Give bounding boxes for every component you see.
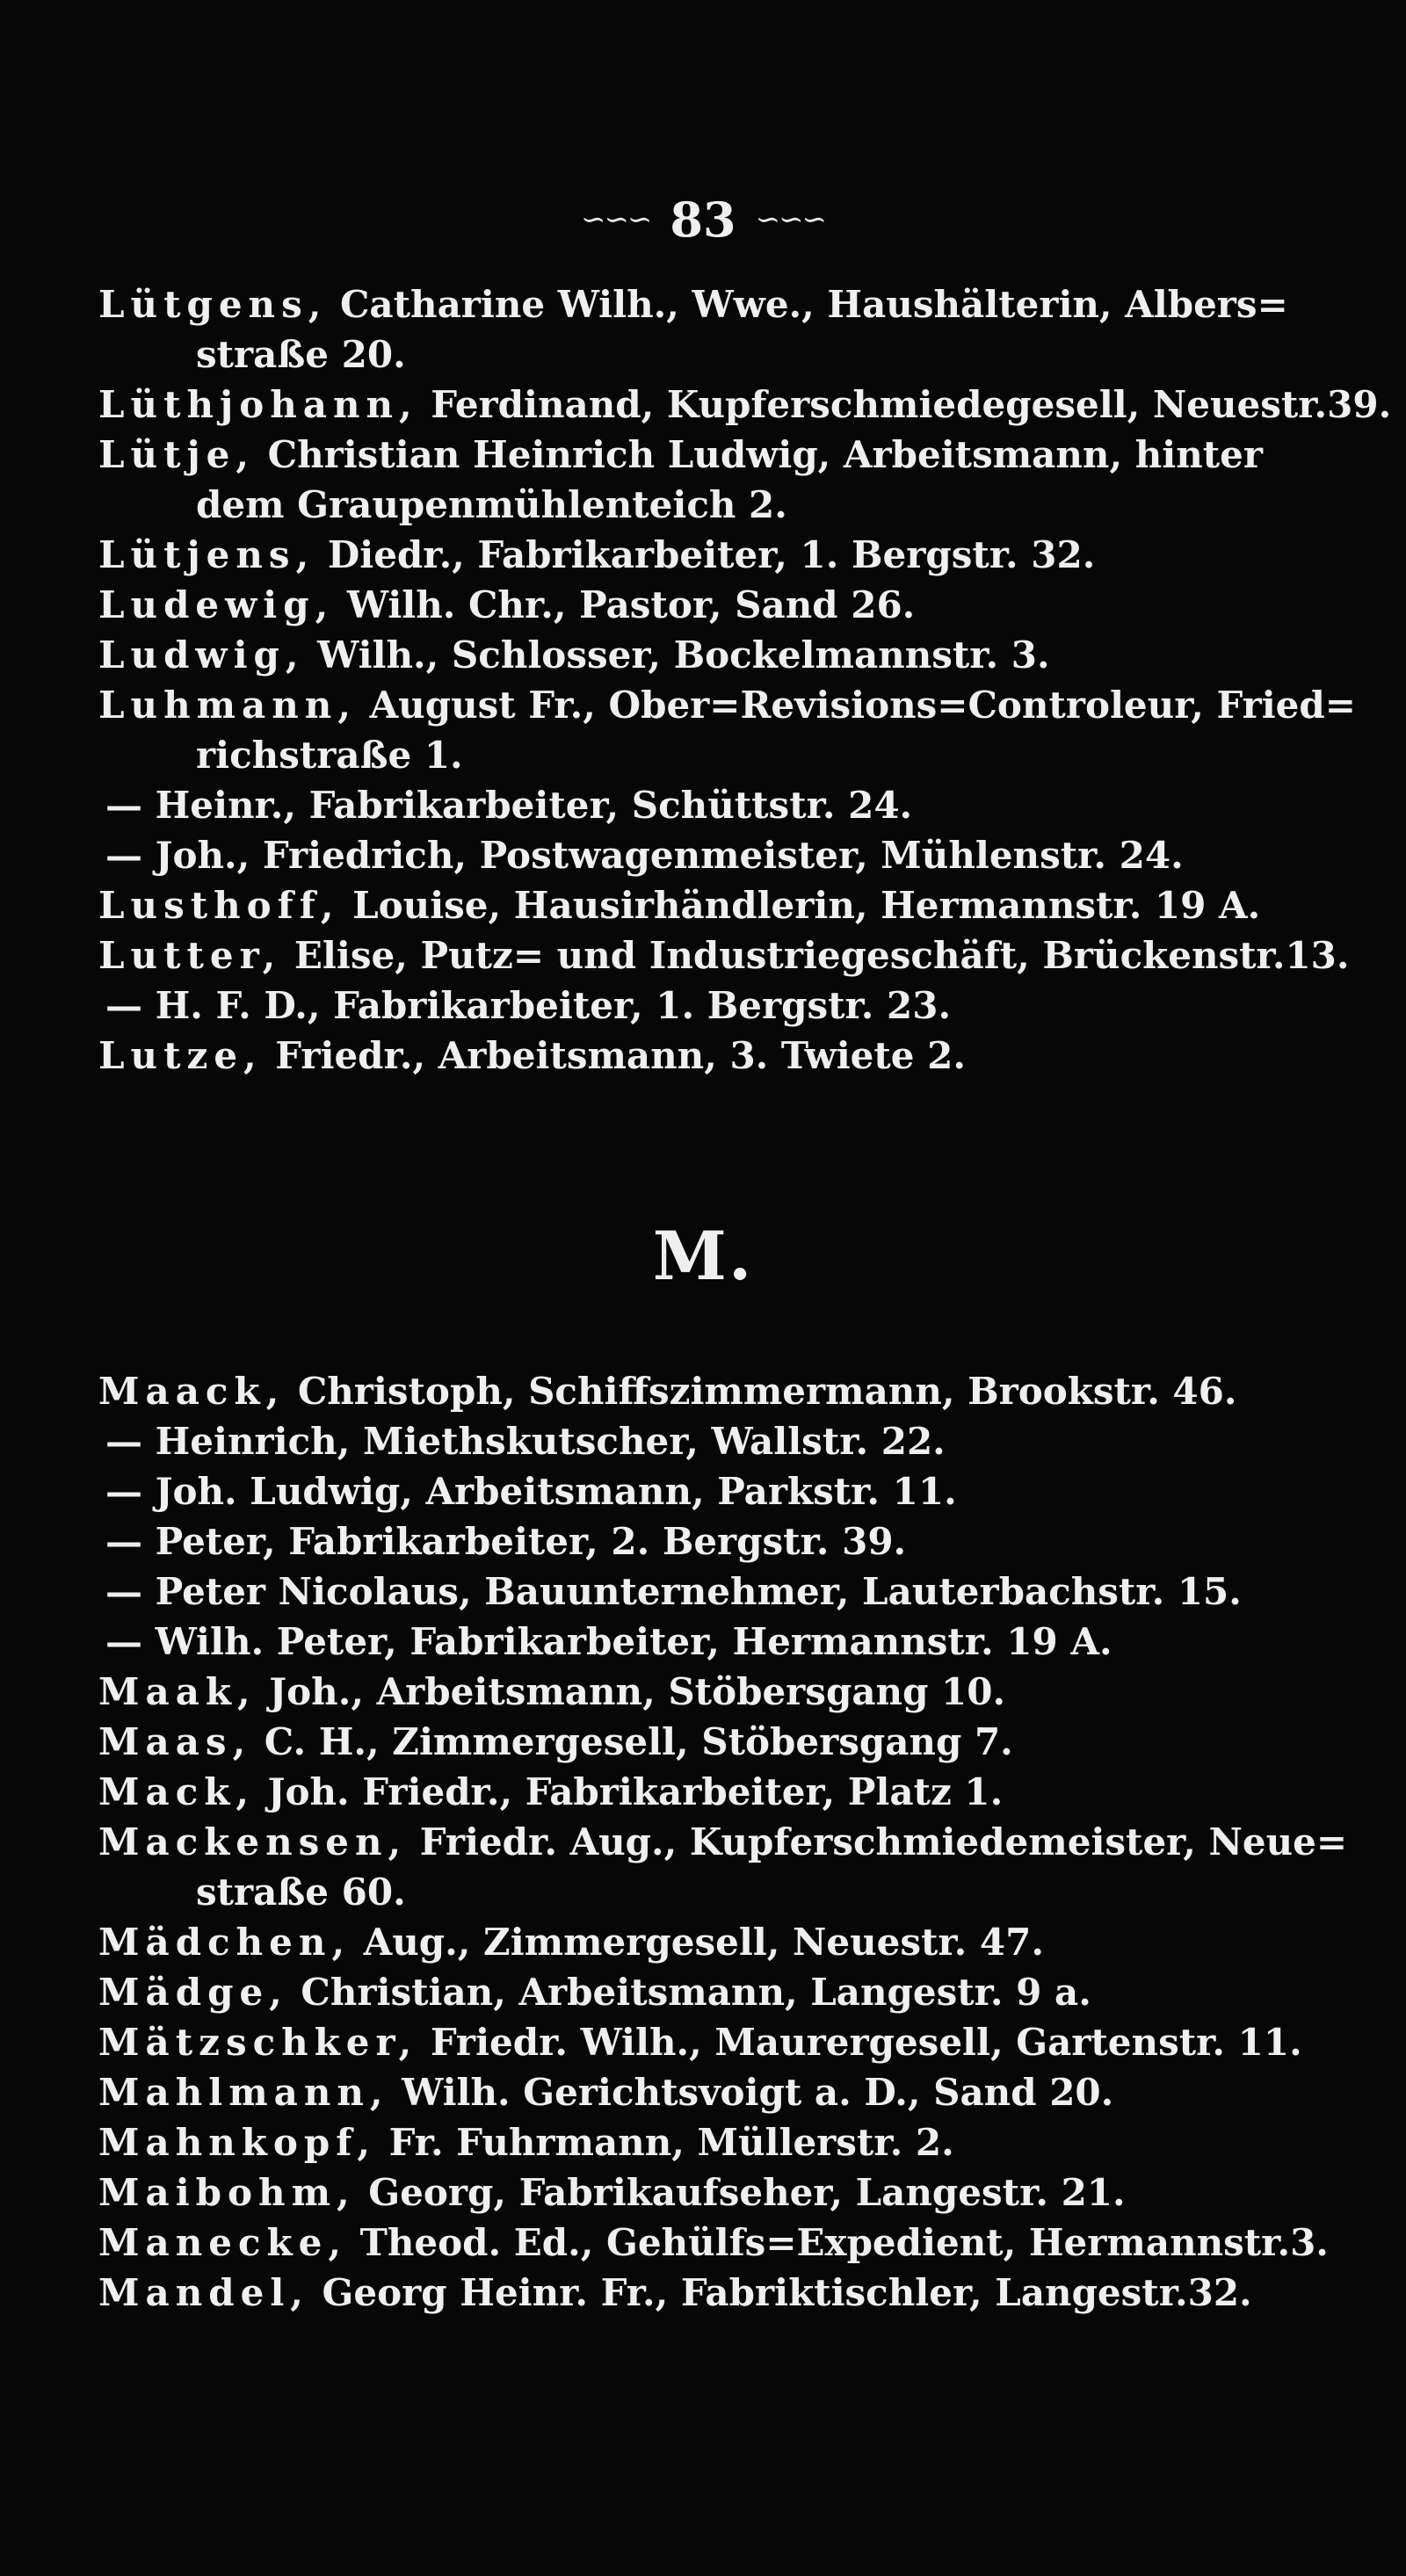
entry-surname: Ludwig, (98, 633, 305, 677)
directory-entry (98, 279, 1288, 329)
entry-details: August Fr., Ober=Revisions=Controleur, Fried= (356, 684, 1356, 727)
entry-details: Joh., Arbeitsmann, Stöbersgang 10. (256, 1670, 1006, 1713)
directory-entry (98, 2017, 1302, 2067)
entry-surname: Manecke, (98, 2221, 347, 2264)
entry-details: Christoph, Schiffszimmermann, Brookstr. 46. (285, 1370, 1237, 1413)
ornament-right-icon: ∽∽∽ (755, 202, 826, 237)
directory-entry (98, 2067, 1223, 2117)
directory-entry (98, 1031, 1223, 1081)
directory-entry (98, 930, 1350, 980)
entry-surname: Mätzschker, (98, 2021, 418, 2064)
entry-surname: Lusthoff, (98, 884, 340, 927)
entry-details: Georg, Fabrikaufseher, Langestr. 21. (355, 2171, 1126, 2214)
directory-entry (98, 1366, 1237, 1416)
directory-entry: — Peter Nicolaus, Bauunternehmer, Lauterbachstr. 15. (105, 1570, 1242, 1613)
entry-details: Georg Heinr. Fr., Fabriktischler, Langestr.32. (308, 2271, 1252, 2314)
entry-details: Friedr. Wilh., Maurergesell, Gartenstr. 11. (417, 2021, 1302, 2064)
directory-entry: — H. F. D., Fabrikarbeiter, 1. Bergstr. 23. (105, 984, 952, 1027)
page-header (0, 180, 1406, 259)
entries-list-l (98, 279, 1392, 1081)
entry-details: Fr. Fuhrmann, Müllerstr. 2. (376, 2121, 954, 2164)
directory-entry (98, 430, 1263, 480)
directory-entry (98, 2268, 1252, 2318)
section-letter: M. (652, 1217, 754, 1295)
directory-entry (98, 380, 1392, 430)
directory-entry (98, 1667, 1223, 1717)
entry-continuation: straße 60. (196, 1870, 406, 1914)
entry-details: Louise, Hausirhändlerin, Hermannstr. 19 A. (339, 884, 1261, 927)
directory-entry: — Wilh. Peter, Fabrikarbeiter, Hermannstr. 19 A. (105, 1620, 1112, 1663)
entry-surname: Maak, (98, 1670, 257, 1713)
entry-details: Christian, Arbeitsmann, Langestr. 9 a. (287, 1971, 1091, 2014)
entry-details: Elise, Putz= und Industriegeschäft, Brückenstr.13. (281, 934, 1350, 977)
directory-entry (98, 1817, 1348, 1867)
entry-surname: Mahlmann, (98, 2071, 389, 2114)
entry-surname: Lütgens, (98, 283, 328, 326)
entry-details: Wilh. Chr., Pastor, Sand 26. (334, 583, 916, 626)
entry-surname: Mackensen, (98, 1820, 408, 1863)
ornament-left-icon: ∽∽∽ (580, 202, 651, 237)
directory-entry (98, 580, 1223, 630)
directory-entry: — Joh. Ludwig, Arbeitsmann, Parkstr. 11. (105, 1470, 957, 1513)
directory-entry (98, 1767, 1223, 1817)
entry-details: Friedr. Aug., Kupferschmiedemeister, Neue= (407, 1820, 1348, 1863)
entry-surname: Ludewig, (98, 583, 335, 626)
directory-entry: — Heinrich, Miethskutscher, Wallstr. 22. (105, 1420, 946, 1463)
entry-surname: Maack, (98, 1370, 286, 1413)
directory-entry (98, 1717, 1223, 1767)
directory-entry (98, 1967, 1223, 2017)
directory-entry (98, 680, 1356, 730)
directory-entry (98, 530, 1223, 580)
entry-details: Diedr., Fabrikarbeiter, 1. Bergstr. 32. (315, 533, 1096, 576)
entry-surname: Mädge, (98, 1971, 288, 2014)
entry-details: Ferdinand, Kupferschmiedegesell, Neuestr.39. (417, 383, 1392, 426)
directory-entry (98, 880, 1261, 930)
entry-surname: Maibohm, (98, 2171, 356, 2214)
page-number: 83 (670, 192, 736, 248)
entry-details: Catharine Wilh., Wwe., Haushälterin, Albers= (327, 283, 1288, 326)
directory-entry (98, 630, 1223, 680)
directory-entry (98, 2117, 1223, 2167)
directory-entry (98, 2167, 1223, 2218)
entry-surname: Lutter, (98, 934, 282, 977)
entry-surname: Mandel, (98, 2271, 309, 2314)
entry-surname: Lütjens, (98, 533, 315, 576)
entry-details: Friedr., Arbeitsmann, 3. Twiete 2. (262, 1034, 966, 1077)
entry-continuation: dem Graupenmühlenteich 2. (196, 483, 787, 526)
entry-details: C. H., Zimmergesell, Stöbersgang 7. (251, 1720, 1013, 1763)
directory-entry: — Peter, Fabrikarbeiter, 2. Bergstr. 39. (105, 1520, 907, 1563)
entry-continuation: richstraße 1. (196, 734, 463, 777)
entry-surname: Maas, (98, 1720, 252, 1763)
entry-details: Wilh., Schlosser, Bockelmannstr. 3. (304, 633, 1050, 677)
directory-entry (98, 2218, 1329, 2268)
entry-surname: Mädchen, (98, 1921, 352, 1964)
directory-entry: — Heinr., Fabrikarbeiter, Schüttstr. 24. (105, 784, 913, 827)
entry-surname: Mack, (98, 1770, 256, 1813)
entry-surname: Lüthjohann, (98, 383, 418, 426)
entry-details: Joh. Friedr., Fabrikarbeiter, Platz 1. (255, 1770, 1004, 1813)
entry-surname: Luhmann, (98, 684, 357, 727)
directory-entry (98, 1917, 1223, 1967)
entry-surname: Lutze, (98, 1034, 263, 1077)
entry-details: Theod. Ed., Gehülfs=Expedient, Hermannstr.3. (346, 2221, 1329, 2264)
entry-surname: Lütje, (98, 433, 256, 476)
entry-details: Wilh. Gerichtsvoigt a. D., Sand 20. (388, 2071, 1114, 2114)
entries-list-m (98, 1366, 1348, 2318)
entry-details: Aug., Zimmergesell, Neuestr. 47. (351, 1921, 1044, 1964)
directory-entry: — Joh., Friedrich, Postwagenmeister, Mühlenstr. 24. (105, 834, 1184, 877)
entry-continuation: straße 20. (196, 333, 406, 376)
entry-details: Christian Heinrich Ludwig, Arbeitsmann, hinter (255, 433, 1263, 476)
entry-surname: Mahnkopf, (98, 2121, 377, 2164)
